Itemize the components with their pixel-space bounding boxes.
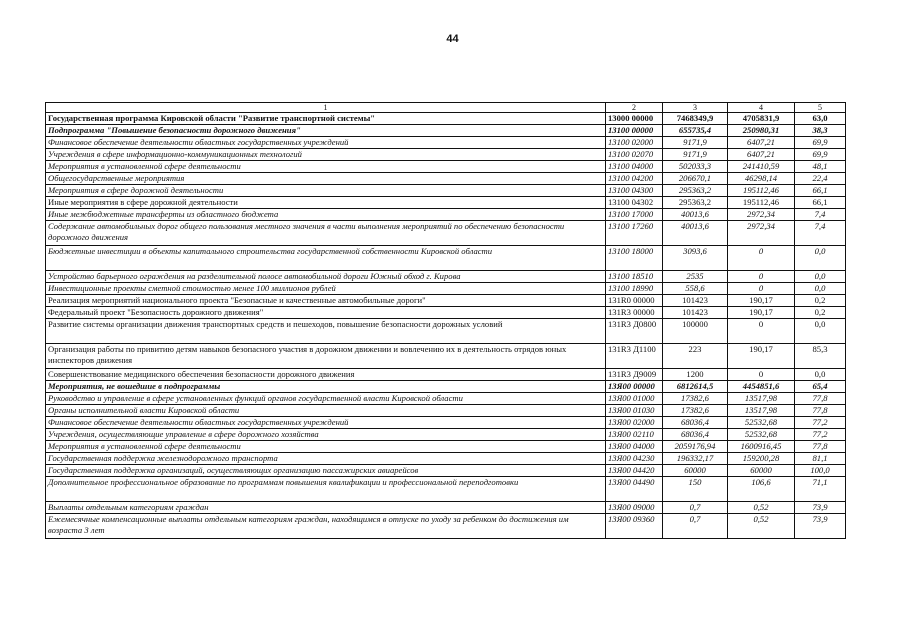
header-cell: 1 <box>46 103 606 113</box>
row-name: Содержание автомобильных дорог общего пользования местного значения в части выполнения мероприятий по обеспечению безопасности дорожного движения <box>46 221 606 246</box>
row-code: 13Я00 04420 <box>606 465 663 477</box>
table-row <box>46 137 846 149</box>
table-row <box>46 393 846 405</box>
row-value-3: 60000 <box>663 465 728 477</box>
row-value-4: 6407,21 <box>728 137 795 149</box>
table-row <box>46 246 846 271</box>
row-value-5: 63,0 <box>795 113 846 125</box>
table-row <box>46 319 846 344</box>
row-value-3: 295363,2 <box>663 197 728 209</box>
row-value-3: 295363,2 <box>663 185 728 197</box>
row-value-5: 48,1 <box>795 161 846 173</box>
row-value-4: 0 <box>728 246 795 271</box>
row-name: Органы исполнительной власти Кировской области <box>46 405 606 417</box>
row-value-4: 6407,21 <box>728 149 795 161</box>
row-code: 13100 18000 <box>606 246 663 271</box>
row-value-3: 17382,6 <box>663 405 728 417</box>
row-value-5: 7,4 <box>795 209 846 221</box>
row-value-5: 69,9 <box>795 137 846 149</box>
row-name: Учреждения в сфере информационно-коммуникационных технологий <box>46 149 606 161</box>
row-code: 131R3 Д1100 <box>606 344 663 369</box>
table-row <box>46 125 846 137</box>
row-value-4: 13517,98 <box>728 405 795 417</box>
table-row <box>46 271 846 283</box>
row-value-3: 9171,9 <box>663 149 728 161</box>
row-code: 13100 17260 <box>606 221 663 246</box>
row-name: Финансовое обеспечение деятельности областных государственных учреждений <box>46 137 606 149</box>
header-row <box>46 103 846 113</box>
table-row <box>46 429 846 441</box>
row-name: Организация работы по привитию детям навыков безопасного участия в дорожном движении и вовлечению их в деятельность отрядов юных инспекторов движения <box>46 344 606 369</box>
row-code: 13Я00 04000 <box>606 441 663 453</box>
row-value-3: 3093,6 <box>663 246 728 271</box>
row-value-3: 502033,3 <box>663 161 728 173</box>
row-value-3: 68036,4 <box>663 417 728 429</box>
row-value-4: 0 <box>728 283 795 295</box>
row-name: Бюджетные инвестиции в объекты капитального строительства государственной собственности Кировской области <box>46 246 606 271</box>
table-row <box>46 295 846 307</box>
row-value-5: 77,8 <box>795 393 846 405</box>
row-name: Общегосударственные мероприятия <box>46 173 606 185</box>
row-value-3: 40013,6 <box>663 209 728 221</box>
table-row <box>46 369 846 381</box>
row-value-3: 150 <box>663 477 728 502</box>
table-row <box>46 161 846 173</box>
table-row <box>46 221 846 246</box>
row-value-5: 0,0 <box>795 271 846 283</box>
row-value-5: 77,8 <box>795 441 846 453</box>
row-value-5: 38,3 <box>795 125 846 137</box>
row-value-3: 6812614,5 <box>663 381 728 393</box>
row-value-3: 17382,6 <box>663 393 728 405</box>
row-value-5: 73,9 <box>795 514 846 539</box>
row-code: 131R3 Д0800 <box>606 319 663 344</box>
row-value-4: 190,17 <box>728 307 795 319</box>
row-name: Реализация мероприятий национального проекта "Безопасные и качественные автомобильные дороги" <box>46 295 606 307</box>
row-code: 13100 04000 <box>606 161 663 173</box>
row-name: Дополнительное профессиональное образование по программам повышения квалификации и профессиональной переподготовки <box>46 477 606 502</box>
row-value-4: 0 <box>728 369 795 381</box>
table-row <box>46 185 846 197</box>
row-value-3: 7468349,9 <box>663 113 728 125</box>
row-code: 131R3 00000 <box>606 307 663 319</box>
row-value-3: 1200 <box>663 369 728 381</box>
row-value-3: 655735,4 <box>663 125 728 137</box>
row-name: Мероприятия, не вошедшие в подпрограммы <box>46 381 606 393</box>
row-code: 13100 02000 <box>606 137 663 149</box>
row-value-3: 100000 <box>663 319 728 344</box>
table-row <box>46 514 846 539</box>
row-value-4: 0,52 <box>728 514 795 539</box>
row-value-3: 558,6 <box>663 283 728 295</box>
row-value-4: 190,17 <box>728 295 795 307</box>
table-row <box>46 417 846 429</box>
budget-table <box>45 102 846 539</box>
row-code: 131R0 00000 <box>606 295 663 307</box>
row-name: Государственная поддержка железнодорожного транспорта <box>46 453 606 465</box>
row-value-5: 77,2 <box>795 417 846 429</box>
table-row <box>46 405 846 417</box>
table-row <box>46 173 846 185</box>
row-value-4: 241410,59 <box>728 161 795 173</box>
row-name: Иные мероприятия в сфере дорожной деятельности <box>46 197 606 209</box>
row-value-3: 2535 <box>663 271 728 283</box>
row-value-5: 66,1 <box>795 197 846 209</box>
row-name: Государственная поддержка организаций, осуществляющих организацию пассажирских авиарейсов <box>46 465 606 477</box>
row-name: Развитие системы организации движения транспортных средств и пешеходов, повышение безопасности дорожных условий <box>46 319 606 344</box>
row-value-5: 65,4 <box>795 381 846 393</box>
row-code: 13Я00 01000 <box>606 393 663 405</box>
row-value-4: 46298,14 <box>728 173 795 185</box>
header-cell: 4 <box>728 103 795 113</box>
header-cell: 5 <box>795 103 846 113</box>
table-row <box>46 209 846 221</box>
table-row <box>46 344 846 369</box>
row-value-4: 0 <box>728 319 795 344</box>
table-row <box>46 502 846 514</box>
row-value-3: 9171,9 <box>663 137 728 149</box>
row-value-4: 1600916,45 <box>728 441 795 453</box>
row-code: 13Я00 01030 <box>606 405 663 417</box>
row-code: 13100 18990 <box>606 283 663 295</box>
row-code: 13100 17000 <box>606 209 663 221</box>
row-value-5: 81,1 <box>795 453 846 465</box>
row-value-5: 0,2 <box>795 307 846 319</box>
row-value-5: 0,0 <box>795 246 846 271</box>
row-code: 13Я00 02000 <box>606 417 663 429</box>
row-value-3: 0,7 <box>663 514 728 539</box>
row-value-4: 0 <box>728 271 795 283</box>
table-row <box>46 477 846 502</box>
row-value-4: 13517,98 <box>728 393 795 405</box>
row-name: Учреждения, осуществляющие управление в сфере дорожного хозяйства <box>46 429 606 441</box>
row-name: Мероприятия в установленной сфере деятельности <box>46 441 606 453</box>
row-value-5: 0,0 <box>795 319 846 344</box>
row-code: 13100 04302 <box>606 197 663 209</box>
table-row <box>46 149 846 161</box>
row-value-4: 195112,46 <box>728 197 795 209</box>
row-name: Инвестиционные проекты сметной стоимостью менее 100 миллионов рублей <box>46 283 606 295</box>
row-code: 13Я00 00000 <box>606 381 663 393</box>
row-value-5: 0,0 <box>795 283 846 295</box>
row-value-4: 60000 <box>728 465 795 477</box>
row-code: 13100 00000 <box>606 125 663 137</box>
row-value-5: 0,0 <box>795 369 846 381</box>
row-value-4: 0,52 <box>728 502 795 514</box>
row-name: Ежемесячные компенсационные выплаты отдельным категориям граждан, находящимся в отпуске по уходу за ребенком до достижения им возраста 3 лет <box>46 514 606 539</box>
row-value-4: 2972,34 <box>728 221 795 246</box>
row-value-3: 68036,4 <box>663 429 728 441</box>
row-code: 13Я00 09360 <box>606 514 663 539</box>
row-value-5: 71,1 <box>795 477 846 502</box>
row-name: Финансовое обеспечение деятельности областных государственных учреждений <box>46 417 606 429</box>
row-value-4: 195112,46 <box>728 185 795 197</box>
row-name: Устройство барьерного ограждения на разделительной полосе автомобильной дороги Южный обход г. Кирова <box>46 271 606 283</box>
header-cell: 3 <box>663 103 728 113</box>
row-name: Выплаты отдельным категориям граждан <box>46 502 606 514</box>
row-code: 13100 02070 <box>606 149 663 161</box>
row-value-3: 206670,1 <box>663 173 728 185</box>
row-value-3: 101423 <box>663 295 728 307</box>
row-value-5: 73,9 <box>795 502 846 514</box>
row-value-4: 52532,68 <box>728 417 795 429</box>
row-value-5: 77,8 <box>795 405 846 417</box>
row-value-5: 69,9 <box>795 149 846 161</box>
table-row <box>46 197 846 209</box>
row-value-5: 0,2 <box>795 295 846 307</box>
row-code: 13100 04300 <box>606 185 663 197</box>
row-code: 13Я00 04490 <box>606 477 663 502</box>
table-row <box>46 381 846 393</box>
row-value-4: 4705831,9 <box>728 113 795 125</box>
row-value-3: 0,7 <box>663 502 728 514</box>
row-code: 13100 18510 <box>606 271 663 283</box>
row-name: Совершенствование медицинского обеспечения безопасности дорожного движения <box>46 369 606 381</box>
row-code: 13100 04200 <box>606 173 663 185</box>
row-value-5: 22,4 <box>795 173 846 185</box>
row-code: 13Я00 09000 <box>606 502 663 514</box>
row-name: Мероприятия в сфере дорожной деятельности <box>46 185 606 197</box>
row-name: Руководство и управление в сфере установленных функций органов государственной власти Кировской области <box>46 393 606 405</box>
row-value-4: 106,6 <box>728 477 795 502</box>
page-number: 44 <box>446 33 459 45</box>
row-code: 131R3 Д9009 <box>606 369 663 381</box>
row-name: Государственная программа Кировской области "Развитие транспортной системы" <box>46 113 606 125</box>
row-value-5: 85,3 <box>795 344 846 369</box>
row-value-3: 101423 <box>663 307 728 319</box>
table-row <box>46 113 846 125</box>
row-code: 13000 00000 <box>606 113 663 125</box>
row-value-5: 66,1 <box>795 185 846 197</box>
row-value-5: 7,4 <box>795 221 846 246</box>
row-value-5: 100,0 <box>795 465 846 477</box>
row-name: Иные межбюджетные трансферты из областного бюджета <box>46 209 606 221</box>
table-row <box>46 441 846 453</box>
table-row <box>46 283 846 295</box>
row-value-3: 223 <box>663 344 728 369</box>
row-name: Подпрограмма "Повышение безопасности дорожного движения" <box>46 125 606 137</box>
row-name: Федеральный проект "Безопасность дорожного движения" <box>46 307 606 319</box>
row-code: 13Я00 02110 <box>606 429 663 441</box>
row-value-5: 77,2 <box>795 429 846 441</box>
row-value-4: 2972,34 <box>728 209 795 221</box>
row-name: Мероприятия в установленной сфере деятельности <box>46 161 606 173</box>
row-value-4: 159200,28 <box>728 453 795 465</box>
row-value-4: 4454851,6 <box>728 381 795 393</box>
header-cell: 2 <box>606 103 663 113</box>
table-row <box>46 453 846 465</box>
row-value-3: 2059176,94 <box>663 441 728 453</box>
table-row <box>46 465 846 477</box>
row-value-3: 196332,17 <box>663 453 728 465</box>
row-code: 13Я00 04230 <box>606 453 663 465</box>
row-value-4: 190,17 <box>728 344 795 369</box>
row-value-3: 40013,6 <box>663 221 728 246</box>
table-row <box>46 307 846 319</box>
row-value-4: 52532,68 <box>728 429 795 441</box>
row-value-4: 250980,31 <box>728 125 795 137</box>
